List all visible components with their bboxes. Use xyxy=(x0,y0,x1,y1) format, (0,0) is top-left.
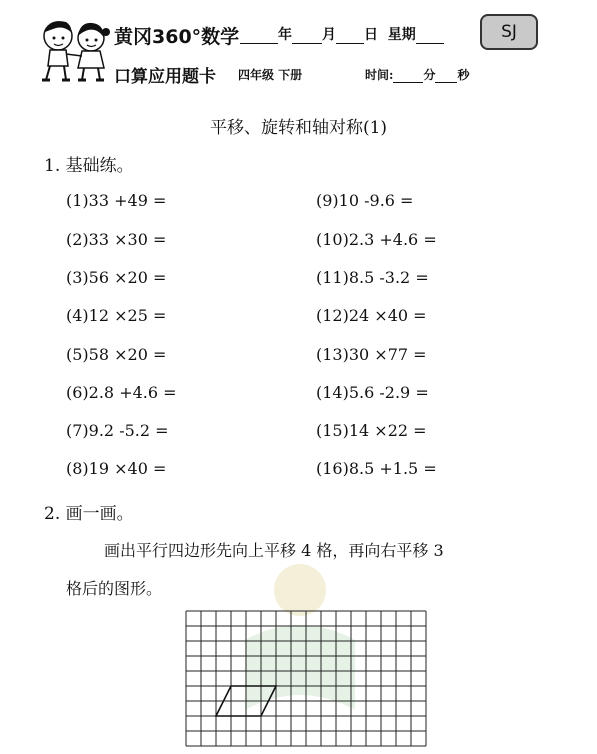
section-2-heading: 2. 画一画。 xyxy=(44,504,134,524)
time-line xyxy=(365,66,469,83)
time-seconds-label: 秒 xyxy=(457,68,470,82)
problem-1: (1)33 +49 = xyxy=(66,191,167,210)
problem-10: (10)2.3 +4.6 = xyxy=(316,230,437,249)
time-label: 时间: xyxy=(365,68,394,82)
kids-mascot-icon xyxy=(36,14,114,86)
problem-5: (5)58 ×20 = xyxy=(66,345,167,364)
section-1-heading: 1. 基础练。 xyxy=(44,156,134,176)
grid-lines xyxy=(186,611,426,746)
problem-9: (9)10 -9.6 = xyxy=(316,191,414,210)
problem-13: (13)30 ×77 = xyxy=(316,345,427,364)
problem-8: (8)19 ×40 = xyxy=(66,459,167,478)
date-line xyxy=(240,24,444,44)
date-year-label: 年 xyxy=(278,27,292,43)
problem-3: (3)56 ×20 = xyxy=(66,268,167,287)
grade-label: 四年级 下册 xyxy=(238,68,303,82)
problem-4: (4)12 ×25 = xyxy=(66,306,167,325)
time-minutes-label: 分 xyxy=(423,68,436,82)
problem-7: (7)9.2 -5.2 = xyxy=(66,421,169,440)
problem-16: (16)8.5 +1.5 = xyxy=(316,459,437,478)
drawing-grid[interactable] xyxy=(185,610,427,750)
instruction-line-1: 画出平行四边形先向上平移 4 格，再向右平移 3 xyxy=(104,541,444,560)
problem-15: (15)14 ×22 = xyxy=(316,421,427,440)
problem-6: (6)2.8 +4.6 = xyxy=(66,383,177,402)
date-month-label: 月 xyxy=(322,27,336,43)
instruction-line-2: 格后的图形。 xyxy=(66,579,163,598)
problem-11: (11)8.5 -3.2 = xyxy=(316,268,429,287)
problem-12: (12)24 ×40 = xyxy=(316,306,427,325)
brand-subtitle: 口算应用题卡 xyxy=(114,67,216,87)
page-title: 平移、旋转和轴对称(1) xyxy=(209,118,388,138)
problem-14: (14)5.6 -2.9 = xyxy=(316,383,429,402)
code-badge: SJ xyxy=(480,14,538,50)
problem-2: (2)33 ×30 = xyxy=(66,230,167,249)
brand-title: 黄冈360°数学 xyxy=(114,26,240,48)
date-day-label: 日 xyxy=(364,27,378,43)
date-weekday-label: 星期 xyxy=(387,27,416,43)
